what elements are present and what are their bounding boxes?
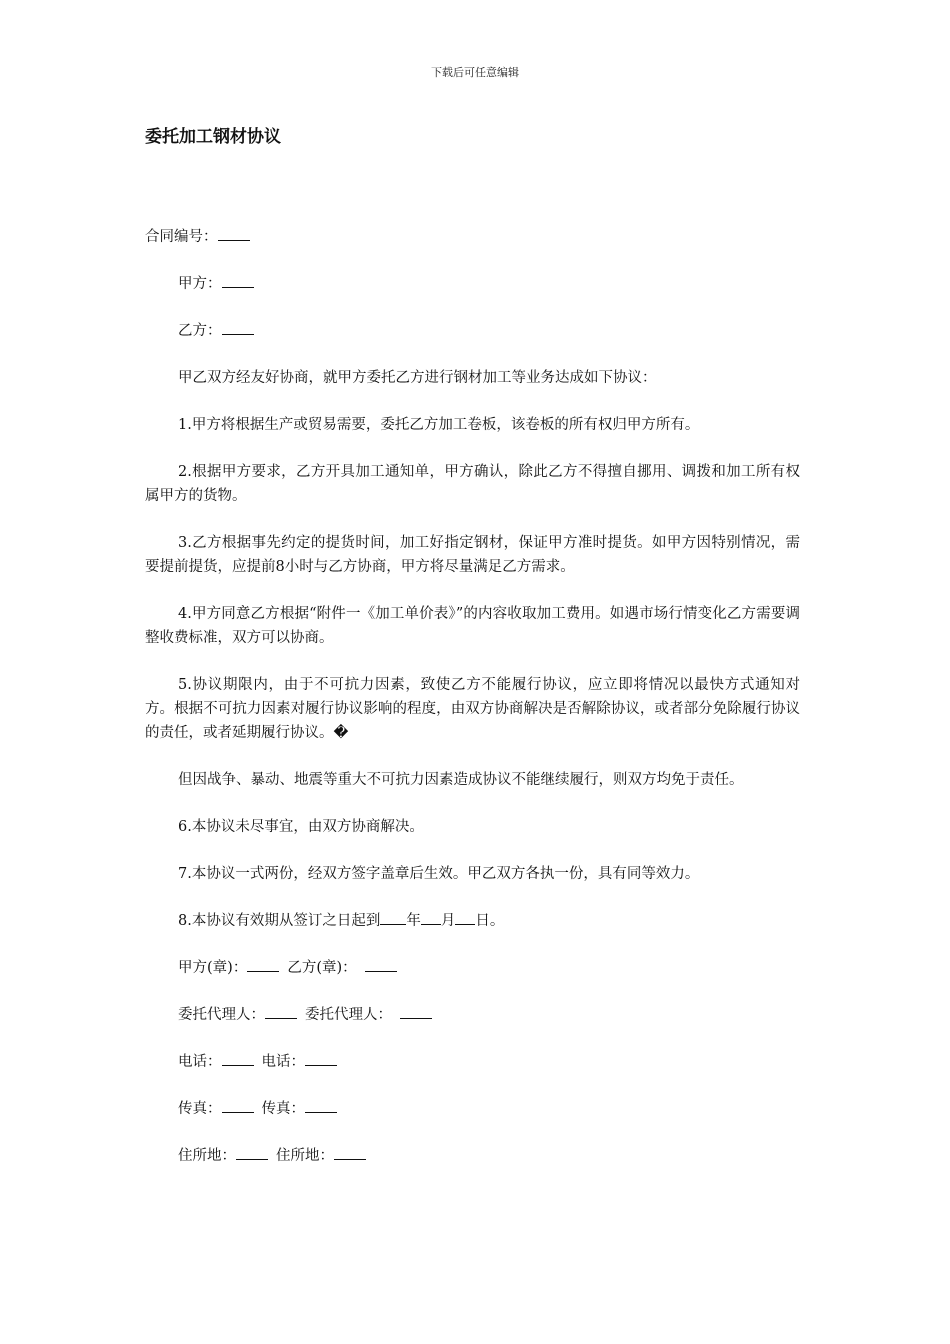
clause-3: 3.乙方根据事先约定的提货时间，加工好指定钢材，保证甲方准时提货。如甲方因特别情况，需要提前提货，应提前8小时与乙方协商，甲方将尽量满足乙方需求。 bbox=[145, 535, 800, 575]
address-line bbox=[145, 1144, 800, 1168]
document-title: 委托加工钢材协议 bbox=[145, 127, 281, 147]
phone-a-label: 电话： bbox=[178, 1054, 222, 1070]
fax-a-blank bbox=[222, 1097, 254, 1113]
clause-7: 7.本协议一式两份，经双方签字盖章后生效。甲乙双方各执一份，具有同等效力。 bbox=[178, 866, 700, 882]
agent-a-blank bbox=[265, 1003, 297, 1019]
party-b-blank bbox=[222, 319, 254, 335]
clause-4: 4.甲方同意乙方根据“附件一《加工单价表》”的内容收取加工费用。如遇市场行情变化乙方需要调整收费标准，双方可以协商。 bbox=[145, 606, 800, 646]
address-b-blank bbox=[334, 1144, 366, 1160]
agent-a-label: 委托代理人： bbox=[178, 1007, 265, 1023]
agent-b-blank bbox=[400, 1003, 432, 1019]
contract-number-line bbox=[145, 225, 800, 249]
phone-b-label: 电话： bbox=[261, 1054, 305, 1070]
fax-a-label: 传真： bbox=[178, 1101, 222, 1117]
phone-line bbox=[145, 1050, 800, 1074]
phone-b-blank bbox=[305, 1050, 337, 1066]
clause-2: 2.根据甲方要求，乙方开具加工通知单，甲方确认，除此乙方不得擅自挪用、调拨和加工所有权属甲方的货物。 bbox=[145, 464, 800, 504]
clause-1: 1.甲方将根据生产或贸易需要，委托乙方加工卷板，该卷板的所有权归甲方所有。 bbox=[178, 417, 700, 433]
party-b-seal-blank bbox=[365, 956, 397, 972]
party-b-seal-label: 乙方(章)： bbox=[287, 960, 357, 976]
validity-month-label: 月 bbox=[440, 913, 456, 929]
validity-day-blank bbox=[455, 909, 475, 925]
signature-block bbox=[145, 956, 800, 1168]
document-body bbox=[145, 225, 800, 1191]
address-a-label: 住所地： bbox=[178, 1148, 236, 1164]
seal-line bbox=[145, 956, 800, 980]
clause-5-force-majeure: 但因战争、暴动、地震等重大不可抗力因素造成协议不能继续履行，则双方均免于责任。 bbox=[178, 772, 744, 788]
address-a-blank bbox=[236, 1144, 268, 1160]
validity-month-blank bbox=[421, 909, 441, 925]
fax-b-blank bbox=[305, 1097, 337, 1113]
party-a-seal-label: 甲方(章)： bbox=[178, 960, 248, 976]
party-b-line bbox=[145, 319, 800, 343]
agent-b-label: 委托代理人： bbox=[305, 1007, 392, 1023]
fax-b-label: 传真： bbox=[261, 1101, 305, 1117]
contract-number-blank bbox=[218, 225, 250, 241]
party-a-line bbox=[145, 272, 800, 296]
validity-year-label: 年 bbox=[406, 913, 421, 929]
party-b-label: 乙方： bbox=[178, 323, 222, 339]
header-note: 下载后可任意编辑 bbox=[431, 66, 519, 79]
agent-line bbox=[145, 1003, 800, 1027]
party-a-blank bbox=[222, 272, 254, 288]
contract-number-label: 合同编号： bbox=[145, 229, 218, 245]
address-b-label: 住所地： bbox=[276, 1148, 334, 1164]
validity-year-blank bbox=[380, 909, 406, 925]
fax-line bbox=[145, 1097, 800, 1121]
validity-day-label: 日。 bbox=[475, 913, 505, 929]
clause-5: 5.协议期限内，由于不可抗力因素，致使乙方不能履行协议，应立即将情况以最快方式通知对方。根据不可抗力因素对履行协议影响的程度，由双方协商解决是否解除协议，或者部分免除履行协议的责任，或者延期履行协议。� bbox=[145, 677, 800, 741]
intro-paragraph: 甲乙双方经友好协商，就甲方委托乙方进行钢材加工等业务达成如下协议： bbox=[178, 370, 657, 386]
party-a-label: 甲方： bbox=[178, 276, 222, 292]
clause-8-validity bbox=[145, 909, 800, 933]
clause-6: 6.本协议未尽事宜，由双方协商解决。 bbox=[178, 819, 424, 835]
party-a-seal-blank bbox=[247, 956, 279, 972]
phone-a-blank bbox=[222, 1050, 254, 1066]
validity-prefix: 8.本协议有效期从签订之日起到 bbox=[178, 913, 381, 929]
